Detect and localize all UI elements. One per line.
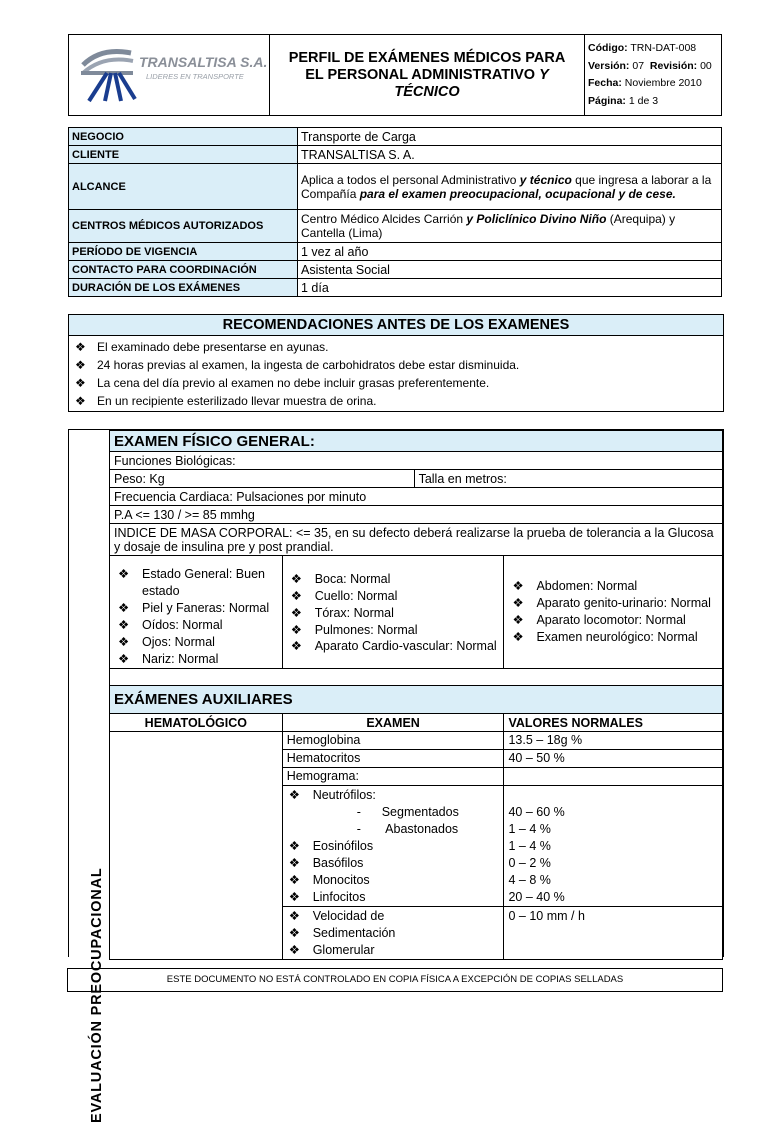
list-item: ❖ El examinado debe presentarse en ayunas. — [75, 340, 329, 354]
diamond-bullet-icon: ❖ — [288, 856, 300, 870]
diamond-bullet-icon: ❖ — [288, 890, 300, 904]
logo-cell — [69, 35, 270, 116]
list-item: ❖ Examen neurológico: Normal — [508, 629, 718, 646]
row-centros: CENTROS MÉDICOS AUTORIZADOS Centro Médico Alcides Carrión y Policlínico Divino Niño (Arequipa) y Cantella (Lima) — [69, 210, 722, 243]
diamond-bullet-icon: ❖ — [288, 839, 300, 853]
diamond-bullet-icon: ❖ — [288, 943, 300, 957]
diamond-bullet-icon: ❖ — [118, 635, 130, 649]
list-item: ❖ Estado General: Buen estado — [114, 566, 278, 600]
peso: Peso: Kg — [110, 470, 415, 488]
diamond-bullet-icon: ❖ — [290, 589, 302, 603]
diamond-bullet-icon: ❖ — [118, 601, 130, 615]
recommendations-title: RECOMENDACIONES ANTES DE LOS EXAMENES — [69, 315, 723, 336]
table-row: ❖ Neutrófilos: - Segmentados - Abastonados ❖ Eosinófilos ❖ Basófilos ❖ Monocitos ❖ Linfocitos 40 – 60 % 1 – 4 % 1 – 4 % 0 – 2 % 4 – 8 % 20 – 40 % — [110, 786, 723, 907]
document-title — [270, 35, 585, 116]
list-item: ❖ Velocidad de — [288, 909, 385, 923]
diamond-bullet-icon: ❖ — [118, 567, 130, 581]
diamond-bullet-icon: ❖ — [512, 579, 524, 593]
row-negocio: NEGOCIO Transporte de Carga — [69, 128, 722, 146]
diamond-bullet-icon: ❖ — [75, 340, 86, 354]
list-item: ❖ Ojos: Normal — [114, 634, 278, 651]
pagina: Página: 1 de 3 — [588, 94, 659, 107]
title-line-3: TÉCNICO — [394, 83, 460, 100]
list-item: ❖ Sedimentación — [288, 926, 396, 940]
talla: Talla en metros: — [414, 470, 722, 488]
funciones: Funciones Biológicas: — [110, 452, 723, 470]
svg-text:TRANSALTISA S.A.: TRANSALTISA S.A. — [139, 54, 268, 70]
evaluation-table — [109, 430, 723, 960]
list-item: ❖ Eosinófilos — [288, 839, 374, 853]
diamond-bullet-icon: ❖ — [290, 572, 302, 586]
presion-arterial: P.A <= 130 / >= 85 mmhg — [110, 506, 723, 524]
list-item: ❖ En un recipiente esterilizado llevar muestra de orina. — [75, 394, 377, 408]
list-item: ❖ Aparato Cardio-vascular: Normal — [287, 639, 500, 653]
row-alcance: ALCANCE Aplica a todos el personal Administrativo y técnico que ingresa a laborar a la Compañía para el examen preocupacional, ocupacional y de cese. — [69, 164, 722, 210]
spacer-row — [110, 669, 723, 686]
list-item: ❖ Piel y Faneras: Normal — [114, 600, 278, 617]
row-duracion: DURACIÓN DE LOS EXÁMENES 1 día — [69, 279, 722, 297]
list-item: ❖ Basófilos — [288, 856, 364, 870]
diamond-bullet-icon: ❖ — [290, 606, 302, 620]
list-item: ❖ Aparato genito-urinario: Normal — [508, 595, 718, 612]
title-line-2: EL PERSONAL ADMINISTRATIVO Y — [305, 66, 549, 83]
diamond-bullet-icon: ❖ — [512, 630, 524, 644]
diamond-bullet-icon: ❖ — [288, 873, 300, 887]
version: Versión: 07 Revisión: 00 — [588, 59, 712, 72]
diamond-bullet-icon: ❖ — [118, 652, 130, 666]
imc: INDICE DE MASA CORPORAL: <= 35, en su defecto deberá realizarse la prueba de tolerancia a la Glucosa y dosaje de insulina pre y post prandial. — [110, 524, 723, 556]
vertical-label: EVALUACIÓN PREOCUPACIONAL — [69, 430, 110, 957]
diamond-bullet-icon: ❖ — [288, 909, 300, 923]
diamond-bullet-icon: ❖ — [512, 596, 524, 610]
list-item: ❖ Neutrófilos: — [288, 788, 376, 802]
list-item: ❖ Boca: Normal — [287, 571, 500, 588]
recommendations-list — [69, 336, 723, 410]
table-row: Hemograma: — [110, 768, 723, 786]
row-contacto: CONTACTO PARA COORDINACIÓN Asistenta Social — [69, 261, 722, 279]
codigo: Código: TRN-DAT-008 — [588, 42, 697, 54]
fecha: Fecha: Noviembre 2010 — [588, 77, 702, 89]
auxiliares-title: EXÁMENES AUXILIARES — [110, 686, 723, 714]
diamond-bullet-icon: ❖ — [288, 788, 300, 802]
list-item: ❖ Glomerular — [288, 943, 375, 957]
table-row: Hemoglobina 13.5 – 18g % — [110, 732, 723, 750]
organ-checklist — [110, 556, 723, 669]
frecuencia: Frecuencia Cardiaca: Pulsaciones por minuto — [110, 488, 723, 506]
transaltisa-logo — [69, 35, 269, 110]
diamond-bullet-icon: ❖ — [288, 926, 300, 940]
row-cliente: CLIENTE TRANSALTISA S. A. — [69, 146, 722, 164]
list-item: ❖ Linfocitos — [288, 890, 366, 904]
list-item: ❖ Abdomen: Normal — [508, 578, 718, 595]
diamond-bullet-icon: ❖ — [75, 394, 86, 408]
document-meta — [585, 35, 722, 116]
recommendations — [68, 314, 724, 412]
table-row: ❖ Velocidad de ❖ Sedimentación ❖ Glomerular 0 – 10 mm / h — [110, 907, 723, 960]
list-item: ❖ Pulmones: Normal — [287, 622, 500, 639]
list-item: ❖ Nariz: Normal — [114, 651, 278, 668]
list-item: ❖ Aparato locomotor: Normal — [508, 612, 718, 629]
info-table — [68, 127, 722, 297]
diamond-bullet-icon: ❖ — [290, 639, 302, 653]
list-item: ❖ 24 horas previas al examen, la ingesta de carbohidratos debe estar disminuida. — [75, 358, 520, 372]
diamond-bullet-icon: ❖ — [75, 376, 86, 390]
list-item: ❖ La cena del día previo al examen no debe incluir grasas preferentemente. — [75, 376, 490, 390]
title-line-1: PERFIL DE EXÁMENES MÉDICOS PARA — [288, 49, 566, 66]
list-item: ❖ Monocitos — [288, 873, 370, 887]
list-item: - Segmentados — [356, 805, 459, 819]
diamond-bullet-icon: ❖ — [118, 618, 130, 632]
list-item: ❖ Cuello: Normal — [287, 588, 500, 605]
document-footer: ESTE DOCUMENTO NO ESTÁ CONTROLADO EN COPIA FÍSICA A EXCEPCIÓN DE COPIAS SELLADAS — [67, 968, 723, 992]
list-item: - Abastonados — [356, 822, 459, 836]
row-periodo: PERÍODO DE VIGENCIA 1 vez al año — [69, 243, 722, 261]
svg-text:LIDERES EN TRANSPORTE: LIDERES EN TRANSPORTE — [146, 72, 244, 81]
diamond-bullet-icon: ❖ — [75, 358, 86, 372]
diamond-bullet-icon: ❖ — [290, 623, 302, 637]
lab-table-header: HEMATOLÓGICO EXAMEN VALORES NORMALES — [110, 714, 723, 732]
fisico-title: EXAMEN FÍSICO GENERAL: — [110, 431, 723, 452]
list-item: ❖ Tórax: Normal — [287, 605, 500, 622]
table-row: Hematocritos 40 – 50 % — [110, 750, 723, 768]
document-header — [68, 34, 722, 116]
list-item: ❖ Oídos: Normal — [114, 617, 278, 634]
hematologico-cell — [110, 732, 283, 960]
diamond-bullet-icon: ❖ — [512, 613, 524, 627]
